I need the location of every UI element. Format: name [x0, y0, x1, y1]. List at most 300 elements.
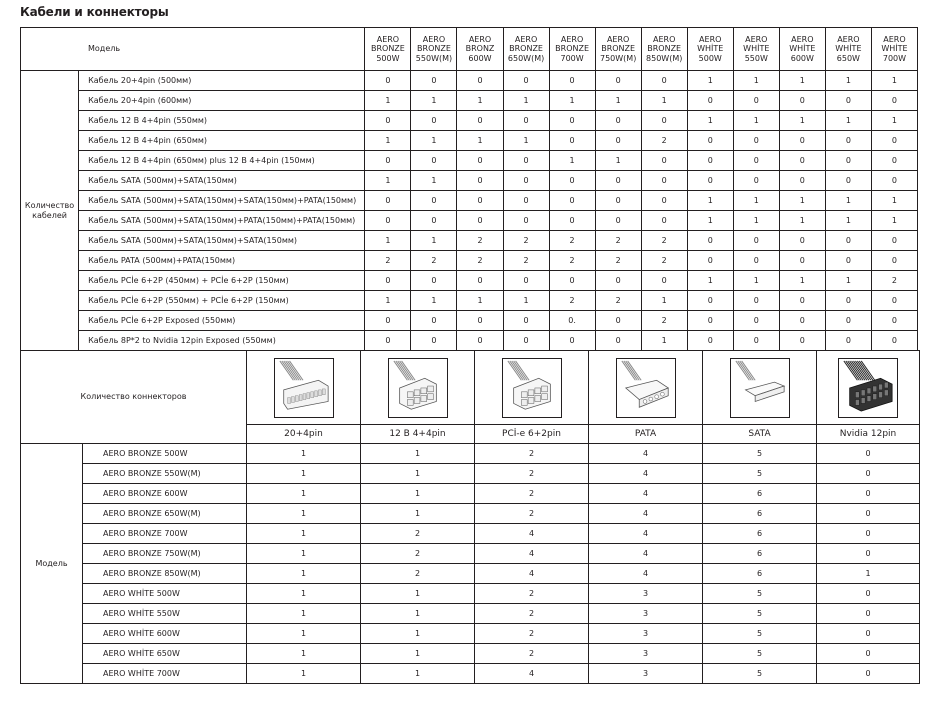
cable-count-cell: 0: [687, 331, 733, 351]
cable-count-cell: 1: [365, 291, 411, 311]
connector-count-cell: 4: [589, 504, 703, 524]
cable-count-cell: 0: [503, 311, 549, 331]
connector-count-cell: 3: [589, 644, 703, 664]
cable-count-cell: 0: [779, 231, 825, 251]
table-row: [21, 564, 920, 584]
cable-count-cell: 0: [641, 211, 687, 231]
model-column-header: [641, 28, 687, 71]
cable-count-cell: 1: [733, 191, 779, 211]
connector-count-cell: 1: [361, 504, 475, 524]
cable-count-cell: 2: [549, 291, 595, 311]
cable-label: Кабель PCİe 6+2P Exposed (550мм): [79, 311, 365, 331]
model-header-line: AERO: [883, 34, 906, 44]
connector-count-cell: 1: [361, 664, 475, 684]
cable-label: Кабель SATA (500мм)+SATA(150мм)+SATA(150мм): [79, 231, 365, 251]
connector-count-cell: 3: [589, 664, 703, 684]
cable-count-cell: 0.: [549, 311, 595, 331]
cable-count-cell: 1: [411, 171, 457, 191]
pcie-8pin-connector-icon: [502, 358, 562, 418]
connector-count-cell: 4: [475, 664, 589, 684]
table-row: [21, 584, 920, 604]
cable-count-cell: 1: [457, 91, 503, 111]
table-row: [21, 504, 920, 524]
cable-count-cell: 0: [549, 171, 595, 191]
cable-count-cell: 0: [365, 271, 411, 291]
cable-count-cell: 1: [503, 291, 549, 311]
cable-count-cell: 0: [503, 71, 549, 91]
connector-count-cell: 3: [589, 584, 703, 604]
model-header-line: BRONZE: [370, 44, 405, 54]
table-row: [21, 644, 920, 664]
cable-count-cell: 0: [641, 271, 687, 291]
connector-count-cell: 4: [475, 564, 589, 584]
connector-count-cell: 5: [703, 664, 817, 684]
cable-count-cell: 1: [457, 131, 503, 151]
sata-connector-icon: [730, 358, 790, 418]
cable-count-cell: 1: [871, 71, 917, 91]
connector-count-cell: 0: [817, 544, 920, 564]
connector-count-cell: 2: [475, 624, 589, 644]
cable-count-cell: 1: [411, 91, 457, 111]
cable-count-cell: 0: [411, 211, 457, 231]
table-row: [21, 484, 920, 504]
cable-count-cell: 2: [595, 231, 641, 251]
cable-count-cell: 0: [457, 331, 503, 351]
connector-count-cell: 1: [247, 504, 361, 524]
table-row: [21, 311, 918, 331]
connector-name: Nvidia 12pin: [817, 425, 920, 444]
cable-count-cell: 0: [595, 131, 641, 151]
table-row: [21, 111, 918, 131]
model-column-header: [503, 28, 549, 71]
cable-count-cell: 0: [411, 191, 457, 211]
cable-count-cell: 1: [825, 71, 871, 91]
cable-count-cell: 0: [411, 71, 457, 91]
model-header-line: AERO: [791, 34, 814, 44]
cable-count-cell: 0: [825, 91, 871, 111]
cable-label: Кабель 8P*2 to Nvidia 12pin Exposed (550мм): [79, 331, 365, 351]
cable-count-cell: 0: [549, 211, 595, 231]
model-column-header: [365, 28, 411, 71]
cable-label: Кабель SATA (500мм)+SATA(150мм)+SATA(150мм)+PATA(150мм): [79, 191, 365, 211]
cable-count-cell: 1: [365, 171, 411, 191]
cable-count-cell: 0: [457, 151, 503, 171]
cable-count-cell: 1: [641, 331, 687, 351]
cable-count-cell: 0: [871, 231, 917, 251]
cable-count-cell: 0: [503, 111, 549, 131]
connector-count-cell: 0: [817, 464, 920, 484]
cable-count-cell: 0: [825, 151, 871, 171]
cable-count-cell: 0: [779, 311, 825, 331]
cable-count-cell: 0: [457, 171, 503, 191]
cable-count-cell: 0: [641, 71, 687, 91]
model-header-line: AERO: [560, 34, 584, 44]
model-name: AERO WHİTE 700W: [83, 664, 247, 684]
model-header-line: BRONZE: [601, 44, 636, 54]
cable-count-cell: 2: [549, 251, 595, 271]
connector-count-cell: 6: [703, 524, 817, 544]
model-header-line: WHİTE: [743, 44, 770, 54]
connector-count-cell: 4: [589, 524, 703, 544]
cable-count-cell: 2: [503, 251, 549, 271]
cable-count-cell: 0: [733, 131, 779, 151]
connectors-table: [20, 350, 920, 684]
connector-count-cell: 1: [247, 544, 361, 564]
cable-count-cell: 1: [871, 211, 917, 231]
cable-count-cell: 0: [825, 291, 871, 311]
cable-count-cell: 0: [595, 211, 641, 231]
connector-count-cell: 4: [589, 484, 703, 504]
table-row: [21, 664, 920, 684]
cable-count-cell: 1: [687, 111, 733, 131]
cable-count-cell: 0: [641, 111, 687, 131]
cable-count-cell: 1: [779, 111, 825, 131]
connector-count-cell: 1: [361, 464, 475, 484]
model-header-line: AERO: [653, 34, 676, 44]
cable-label: Кабель 12 В 4+4pin (550мм): [79, 111, 365, 131]
cable-count-cell: 1: [365, 231, 411, 251]
cable-count-cell: 1: [641, 291, 687, 311]
cable-label: Кабель PCİe 6+2P (450мм) + PCİe 6+2P (150мм): [79, 271, 365, 291]
cable-count-cell: 2: [641, 231, 687, 251]
cable-label: Кабель 12 В 4+4pin (650мм) plus 12 В 4+4pin (150мм): [79, 151, 365, 171]
table-row: [21, 131, 918, 151]
cable-count-cell: 0: [549, 71, 595, 91]
cable-count-cell: 0: [871, 151, 917, 171]
cable-count-cell: 0: [871, 131, 917, 151]
cable-count-cell: 1: [871, 191, 917, 211]
model-header-label: Модель: [21, 28, 365, 71]
table-row: [21, 291, 918, 311]
cable-count-cell: 0: [503, 171, 549, 191]
cable-count-cell: 1: [365, 131, 411, 151]
connector-count-cell: 2: [361, 524, 475, 544]
connector-count-cell: 5: [703, 464, 817, 484]
model-header-line: AERO: [514, 34, 538, 44]
connector-count-cell: 5: [703, 644, 817, 664]
model-header-line: AERO: [745, 34, 768, 44]
connector-count-cell: 0: [817, 444, 920, 464]
model-name: AERO BRONZE 650W(M): [83, 504, 247, 524]
cable-count-cell: 0: [779, 131, 825, 151]
cable-count-cell: 1: [411, 231, 457, 251]
cable-count-cell: 0: [825, 171, 871, 191]
model-name: AERO BRONZE 550W(M): [83, 464, 247, 484]
cable-count-cell: 1: [871, 111, 917, 131]
cable-count-cell: 0: [871, 91, 917, 111]
table-row: [21, 91, 918, 111]
connector-count-cell: 1: [247, 444, 361, 464]
connector-name: SATA: [703, 425, 817, 444]
connector-count-cell: 2: [475, 584, 589, 604]
cable-count-cell: 0: [595, 111, 641, 131]
connector-count-cell: 1: [361, 644, 475, 664]
cable-count-cell: 0: [825, 251, 871, 271]
cable-count-cell: 1: [687, 211, 733, 231]
cable-count-cell: 2: [641, 311, 687, 331]
cable-label: Кабель 20+4pin (600мм): [79, 91, 365, 111]
cable-count-cell: 0: [411, 151, 457, 171]
atx-24pin-connector-icon: [274, 358, 334, 418]
cable-count-cell: 0: [779, 291, 825, 311]
model-header-line: WHİTE: [697, 44, 724, 54]
model-column-header: [779, 28, 825, 71]
model-header-line: 500W: [698, 53, 722, 63]
connector-count-cell: 1: [247, 584, 361, 604]
cable-count-cell: 0: [871, 171, 917, 191]
cable-count-cell: 0: [641, 191, 687, 211]
connector-image-cell: [703, 351, 817, 425]
cable-count-cell: 2: [549, 231, 595, 251]
connector-count-cell: 5: [703, 604, 817, 624]
cable-count-cell: 1: [687, 271, 733, 291]
cable-count-cell: 2: [871, 271, 917, 291]
cable-count-cell: 1: [365, 91, 411, 111]
model-header-line: WHİTE: [789, 44, 816, 54]
model-column-header: [871, 28, 917, 71]
cable-count-cell: 0: [549, 331, 595, 351]
cable-count-cell: 2: [595, 251, 641, 271]
table-row: [21, 624, 920, 644]
cable-count-cell: 0: [457, 191, 503, 211]
cable-label: Кабель PCİe 6+2P (550мм) + PCİe 6+2P (150мм): [79, 291, 365, 311]
connector-count-cell: 2: [475, 444, 589, 464]
cable-count-cell: 0: [687, 231, 733, 251]
connector-name: PATA: [589, 425, 703, 444]
cable-count-cell: 1: [733, 111, 779, 131]
model-header-line: WHİTE: [835, 44, 862, 54]
model-name: AERO BRONZE 850W(M): [83, 564, 247, 584]
cables-table: [20, 27, 918, 351]
cable-count-cell: 2: [365, 251, 411, 271]
cable-count-cell: 1: [779, 71, 825, 91]
cable-count-cell: 0: [687, 291, 733, 311]
connector-count-cell: 4: [475, 524, 589, 544]
connector-count-cell: 4: [589, 444, 703, 464]
cable-count-cell: 0: [871, 331, 917, 351]
page-title: Кабели и коннекторы: [20, 5, 169, 19]
connector-count-cell: 6: [703, 504, 817, 524]
model-header-line: AERO: [606, 34, 630, 44]
connector-count-cell: 1: [247, 464, 361, 484]
connector-count-cell: 5: [703, 444, 817, 464]
connector-count-cell: 1: [247, 624, 361, 644]
cable-count-cell: 0: [687, 151, 733, 171]
cable-count-cell: 1: [411, 131, 457, 151]
cable-count-cell: 0: [825, 231, 871, 251]
cable-count-cell: 0: [779, 91, 825, 111]
model-header-line: 550W(M): [415, 53, 453, 63]
connector-count-cell: 2: [475, 484, 589, 504]
cable-count-cell: 0: [503, 151, 549, 171]
connector-count-cell: 2: [475, 464, 589, 484]
model-header-line: AERO: [376, 34, 400, 44]
connector-count-cell: 4: [475, 544, 589, 564]
cable-count-cell: 0: [365, 211, 411, 231]
connector-count-cell: 0: [817, 624, 920, 644]
table-row: [21, 231, 918, 251]
connector-count-cell: 0: [817, 644, 920, 664]
connector-images-row: [21, 351, 920, 425]
cables-header-row: [21, 28, 918, 71]
cable-count-cell: 1: [825, 111, 871, 131]
table-row: [21, 444, 920, 464]
model-column-header: [595, 28, 641, 71]
model-column-header: [687, 28, 733, 71]
cable-count-cell: 0: [365, 331, 411, 351]
cable-count-cell: 0: [687, 91, 733, 111]
connector-count-cell: 4: [589, 464, 703, 484]
cable-count-cell: 2: [457, 251, 503, 271]
cable-count-cell: 0: [503, 211, 549, 231]
cable-count-cell: 0: [825, 331, 871, 351]
cable-count-cell: 0: [595, 331, 641, 351]
model-header-line: 700W: [560, 53, 584, 63]
model-header-line: 700W: [882, 53, 907, 63]
cable-count-cell: 0: [733, 171, 779, 191]
cable-count-cell: 0: [779, 151, 825, 171]
connector-count-cell: 3: [589, 604, 703, 624]
cable-label: Кабель SATA (500мм)+SATA(150мм): [79, 171, 365, 191]
table-row: [21, 251, 918, 271]
connector-count-cell: 0: [817, 504, 920, 524]
cable-count-cell: 0: [825, 311, 871, 331]
cable-count-cell: 0: [779, 171, 825, 191]
model-group-label: Модель: [21, 444, 83, 684]
model-header-line: 650W(M): [507, 53, 545, 63]
cable-count-cell: 0: [825, 131, 871, 151]
cable-count-cell: 1: [733, 71, 779, 91]
connector-count-cell: 1: [361, 624, 475, 644]
cable-count-cell: 0: [733, 251, 779, 271]
cable-count-cell: 1: [825, 211, 871, 231]
model-header-line: AERO: [422, 34, 446, 44]
cable-count-cell: 0: [595, 171, 641, 191]
cable-count-cell: 0: [549, 111, 595, 131]
cable-count-cell: 0: [595, 271, 641, 291]
molex-connector-icon: [616, 358, 676, 418]
cable-count-cell: 0: [779, 251, 825, 271]
connector-image-cell: [361, 351, 475, 425]
connector-name: PCİ-e 6+2pin: [475, 425, 589, 444]
cable-count-cell: 0: [871, 291, 917, 311]
model-header-line: BRONZE: [417, 44, 451, 54]
cable-count-cell: 1: [825, 191, 871, 211]
cable-count-cell: 1: [641, 91, 687, 111]
cable-label: Кабель PATA (500мм)+PATA(150мм): [79, 251, 365, 271]
cable-label: Кабель SATA (500мм)+SATA(150мм)+PATA(150мм)+PATA(150мм): [79, 211, 365, 231]
cable-count-cell: 0: [411, 111, 457, 131]
eps-8pin-connector-icon: [388, 358, 448, 418]
model-column-header: [549, 28, 595, 71]
model-name: AERO WHİTE 500W: [83, 584, 247, 604]
table-row: [21, 524, 920, 544]
cable-count-cell: 1: [687, 71, 733, 91]
model-header-line: 550W: [744, 53, 768, 63]
model-name: AERO WHİTE 550W: [83, 604, 247, 624]
model-header-line: 850W(M): [646, 53, 683, 63]
model-header-line: AERO: [468, 34, 492, 44]
connector-count-cell: 1: [361, 484, 475, 504]
cable-count-cell: 0: [595, 191, 641, 211]
model-header-line: 500W: [376, 53, 400, 63]
connector-count-cell: 6: [703, 544, 817, 564]
model-header-line: BRONZE: [555, 44, 590, 54]
connector-count-cell: 2: [475, 644, 589, 664]
cable-count-cell: 1: [687, 191, 733, 211]
cable-count-cell: 1: [549, 151, 595, 171]
cable-count-cell: 1: [733, 211, 779, 231]
connector-count-cell: 6: [703, 564, 817, 584]
connector-image-cell: [247, 351, 361, 425]
cable-count-cell: 1: [595, 91, 641, 111]
nvidia-12pin-connector-icon: [838, 358, 898, 418]
cable-count-cell: 0: [733, 231, 779, 251]
cable-count-cell: 0: [733, 151, 779, 171]
cable-count-cell: 1: [825, 271, 871, 291]
connector-count-cell: 4: [589, 544, 703, 564]
cable-count-cell: 1: [595, 151, 641, 171]
model-header-line: BRONZ: [465, 44, 495, 54]
connector-count-cell: 5: [703, 584, 817, 604]
table-row: [21, 464, 920, 484]
table-row: [21, 604, 920, 624]
cable-count-cell: 0: [733, 311, 779, 331]
cable-count-cell: 2: [641, 131, 687, 151]
connector-count-cell: 5: [703, 624, 817, 644]
cable-count-cell: 0: [595, 311, 641, 331]
cable-count-cell: 0: [733, 291, 779, 311]
cable-count-cell: 1: [549, 91, 595, 111]
connector-image-cell: [817, 351, 920, 425]
model-column-header: [733, 28, 779, 71]
cable-count-cell: 0: [411, 331, 457, 351]
table-row: [21, 171, 918, 191]
model-header-line: WHİTE: [881, 44, 908, 54]
table-row: [21, 544, 920, 564]
connector-count-cell: 2: [361, 544, 475, 564]
table-row: [21, 151, 918, 171]
connector-count-cell: 1: [247, 484, 361, 504]
cable-count-cell: 0: [365, 191, 411, 211]
model-header-line: 750W(M): [599, 53, 637, 63]
connector-count-cell: 4: [589, 564, 703, 584]
cable-count-cell: 1: [779, 191, 825, 211]
cable-label: Кабель 20+4pin (500мм): [79, 71, 365, 91]
table-row: [21, 211, 918, 231]
connector-count-cell: 0: [817, 664, 920, 684]
connector-count-cell: 6: [703, 484, 817, 504]
cable-count-cell: 1: [779, 211, 825, 231]
model-name: AERO WHİTE 600W: [83, 624, 247, 644]
connector-image-cell: [475, 351, 589, 425]
connector-count-cell: 1: [247, 604, 361, 624]
cable-count-cell: 2: [595, 291, 641, 311]
model-header-line: BRONZE: [647, 44, 682, 54]
cable-count-cell: 0: [457, 271, 503, 291]
cable-count-cell: 1: [503, 91, 549, 111]
cable-count-cell: 0: [733, 91, 779, 111]
cable-count-cell: 1: [411, 291, 457, 311]
cable-count-cell: 0: [549, 131, 595, 151]
cable-count-cell: 2: [411, 251, 457, 271]
cable-count-cell: 0: [733, 331, 779, 351]
cable-count-cell: 0: [365, 151, 411, 171]
connector-count-cell: 3: [589, 624, 703, 644]
model-name: AERO BRONZE 700W: [83, 524, 247, 544]
cable-count-cell: 1: [457, 291, 503, 311]
cable-count-cell: 0: [457, 211, 503, 231]
